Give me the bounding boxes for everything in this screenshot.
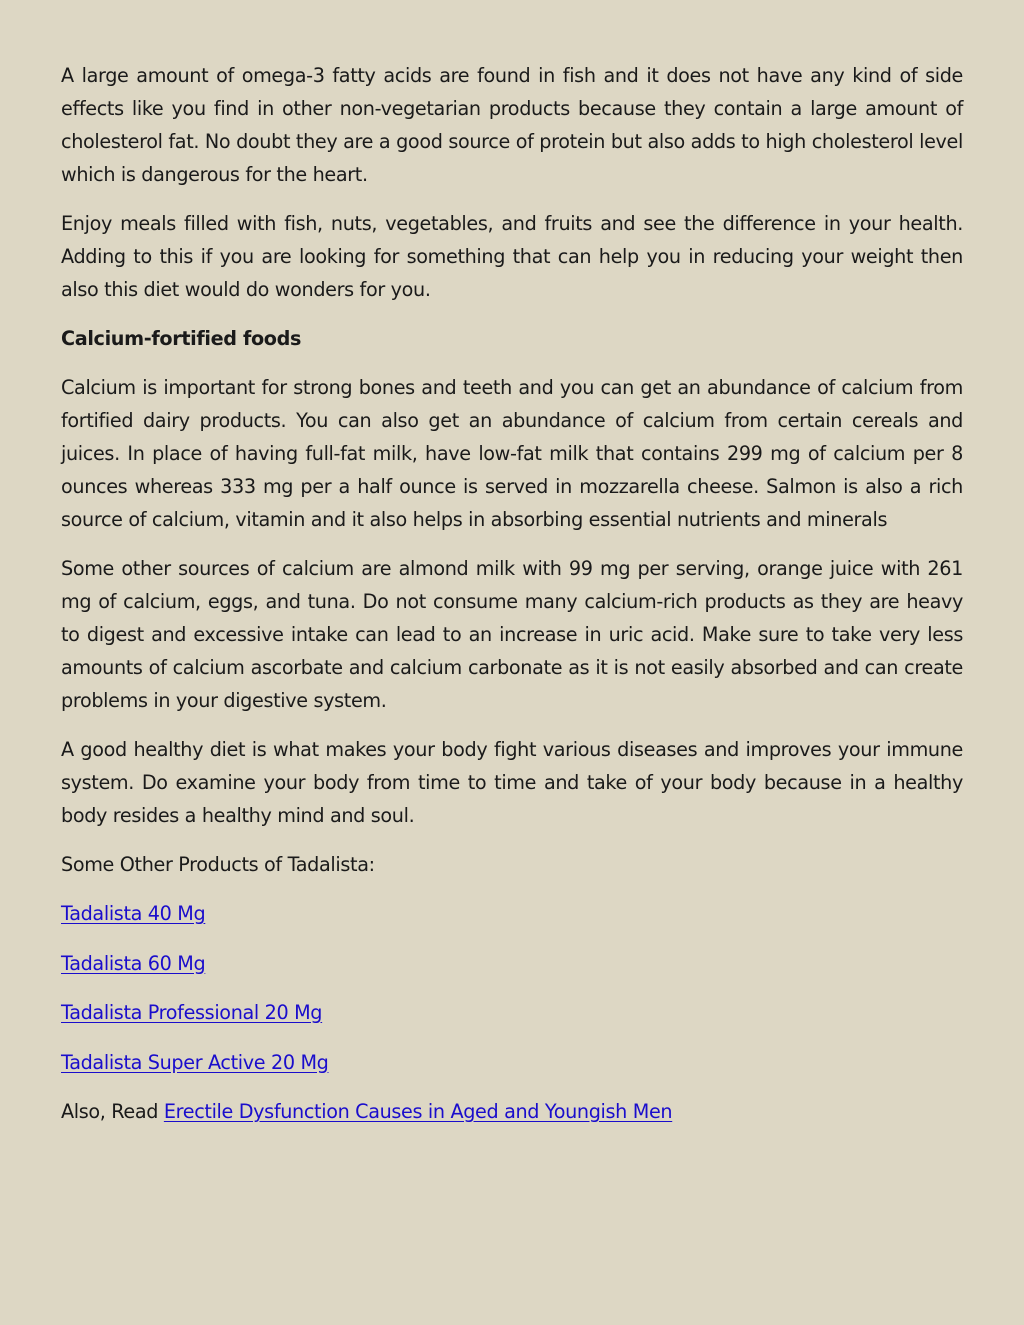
also-read-prefix: Also, Read bbox=[61, 1100, 164, 1123]
product-line bbox=[61, 1046, 963, 1079]
also-read-link[interactable]: Erectile Dysfunction Causes in Aged and Youngish Men bbox=[163, 1100, 673, 1123]
paragraph-omega3: A large amount of omega-3 fatty acids are found in fish and it does not have any kind of side effects like you find in other non-vegetarian products because they contain a large amount of cholesterol fat. No doubt they are a good source of protein but also adds to high cholesterol level which is dangerous for the heart. bbox=[61, 64, 963, 186]
paragraph-other-sources: Some other sources of calcium are almond milk with 99 mg per serving, orange juice with 261 mg of calcium, eggs, and tuna. Do not consume many calcium-rich products as they are heavy to digest and excessive intake can lead to an increase in uric acid. Make sure to take very less amounts of calcium ascorbate and calcium carbonate as it is not easily absorbed and can create problems in your digestive system. bbox=[61, 557, 963, 712]
product-line bbox=[61, 947, 963, 980]
product-link-tadalista-super-active[interactable]: Tadalista Super Active 20 Mg bbox=[61, 1050, 329, 1074]
product-link-tadalista-professional[interactable]: Tadalista Professional 20 Mg bbox=[61, 1001, 323, 1024]
products-intro: Some Other Products of Tadalista: bbox=[61, 853, 375, 876]
product-link-tadalista-40[interactable]: Tadalista 40 Mg bbox=[61, 902, 206, 925]
also-read-line bbox=[61, 1095, 963, 1128]
section-heading-calcium: Calcium-fortified foods bbox=[61, 327, 302, 350]
paragraph-meals: Enjoy meals filled with fish, nuts, vegetables, and fruits and see the difference in your health. Adding to this if you are looking for something that can help you in reducing your weight then also this diet would do wonders for you. bbox=[61, 212, 963, 301]
article-body bbox=[61, 59, 963, 1128]
product-link-tadalista-60[interactable]: Tadalista 60 Mg bbox=[61, 951, 206, 975]
paragraph-calcium: Calcium is important for strong bones and teeth and you can get an abundance of calcium from fortified dairy products. You can also get an abundance of calcium from certain cereals and juices. In place of having full-fat milk, have low-fat milk that contains 299 mg of calcium per 8 ounces whereas 333 mg per a half ounce is served in mozzarella cheese. Salmon is also a rich source of calcium, vitamin and it also helps in absorbing essential nutrients and minerals bbox=[61, 376, 963, 531]
product-line bbox=[61, 996, 963, 1029]
paragraph-healthy-diet: A good healthy diet is what makes your body fight various diseases and improves your immune system. Do examine your body from time to time and take of your body because in a healthy body resides a healthy mind and soul. bbox=[61, 738, 963, 827]
product-line bbox=[61, 897, 963, 930]
